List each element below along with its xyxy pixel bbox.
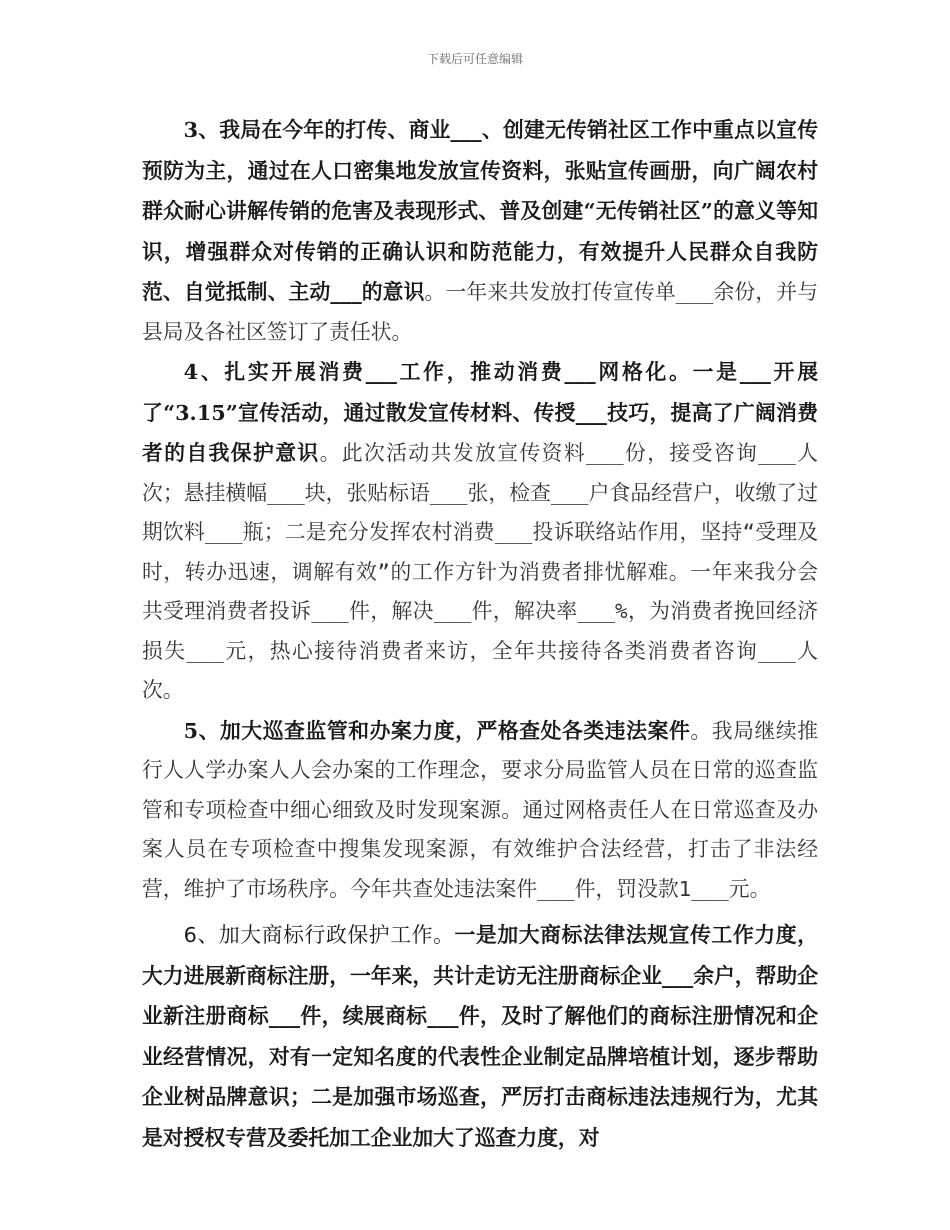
paragraph-3 xyxy=(142,110,818,352)
paragraph-4-normal: 。此次活动共发放宣传资料___份，接受咨询___人次；悬挂横幅___块，张贴标语___张，检查___户食品经营户，收缴了过期饮料___瓶；二是充分发挥农村消费___投诉联络站作用，坚持“受理及时，转办迅速，调解有效”的工作方针为消费者排忧解难。一年来我分会共受理消费者投诉___件，解决___件，解决率___%，为消费者挽回经济损失___元，热心接待消费者来访，全年共接待各类消费者咨询___人次。 xyxy=(142,441,819,702)
paragraph-5-normal: 。我局继续推行人人学办案人人会办案的工作理念，要求分局监管人员在日常的巡查监管和专项检查中细心细致及时发现案源。通过网格责任人在日常巡查及办案人员在专项检查中搜集发现案源，有效维护合法经营，打击了非法经营，维护了市场秩序。今年共查处违法案件___件，罚没款1___元。 xyxy=(142,718,819,901)
paragraph-3-normal: 。一年来共发放打传宣传单___余份，并与县局及各社区签订了责任状。 xyxy=(142,280,818,344)
paragraph-6-bold: 一是加大商标法律法规宣传工作力度，大力进展新商标注册，一年来，共计走访无注册商标企业___余户，帮助企业新注册商标___件，续展商标___件，及时了解他们的商标注册情况和企业经营情况，对有一定知名度的代表性企业制定品牌培植计划，逐步帮助企业树品牌意识；二是加强市场巡查，严厉打击商标违法违规行为，尤其是对授权专营及委托加工企业加大了巡查力度，对 xyxy=(142,922,818,1150)
paragraph-5-bold: 5、加大巡查监管和办案力度，严格查处各类违法案件 xyxy=(183,717,691,743)
paragraph-6-lead: 6、加大商标行政保护工作。 xyxy=(183,923,455,947)
paragraph-4-bold: 4、扎实开展消费___工作，推动消费___网格化。一是___开展了“3.15”宣传活动，通过散发宣传材料、传授___技巧，提高了广阔消费者的自我保护意识 xyxy=(142,359,818,465)
paragraph-3-bold: 3、我局在今年的打传、商业___、创建无传销社区工作中重点以宣传预防为主，通过在人口密集地发放宣传资料，张贴宣传画册，向广阔农村群众耐心讲解传销的危害及表现形式、普及创建“无传销社区”的意义等知识，增强群众对传销的正确认识和防范能力，有效提升人民群众自我防范、自觉抵制、主动___的意识 xyxy=(142,117,818,304)
paragraph-6 xyxy=(142,915,818,1158)
paragraph-5 xyxy=(142,711,818,910)
document-body xyxy=(142,110,818,1158)
paragraph-4 xyxy=(142,352,818,711)
page-header: 下载后可任意编辑 xyxy=(426,52,523,66)
